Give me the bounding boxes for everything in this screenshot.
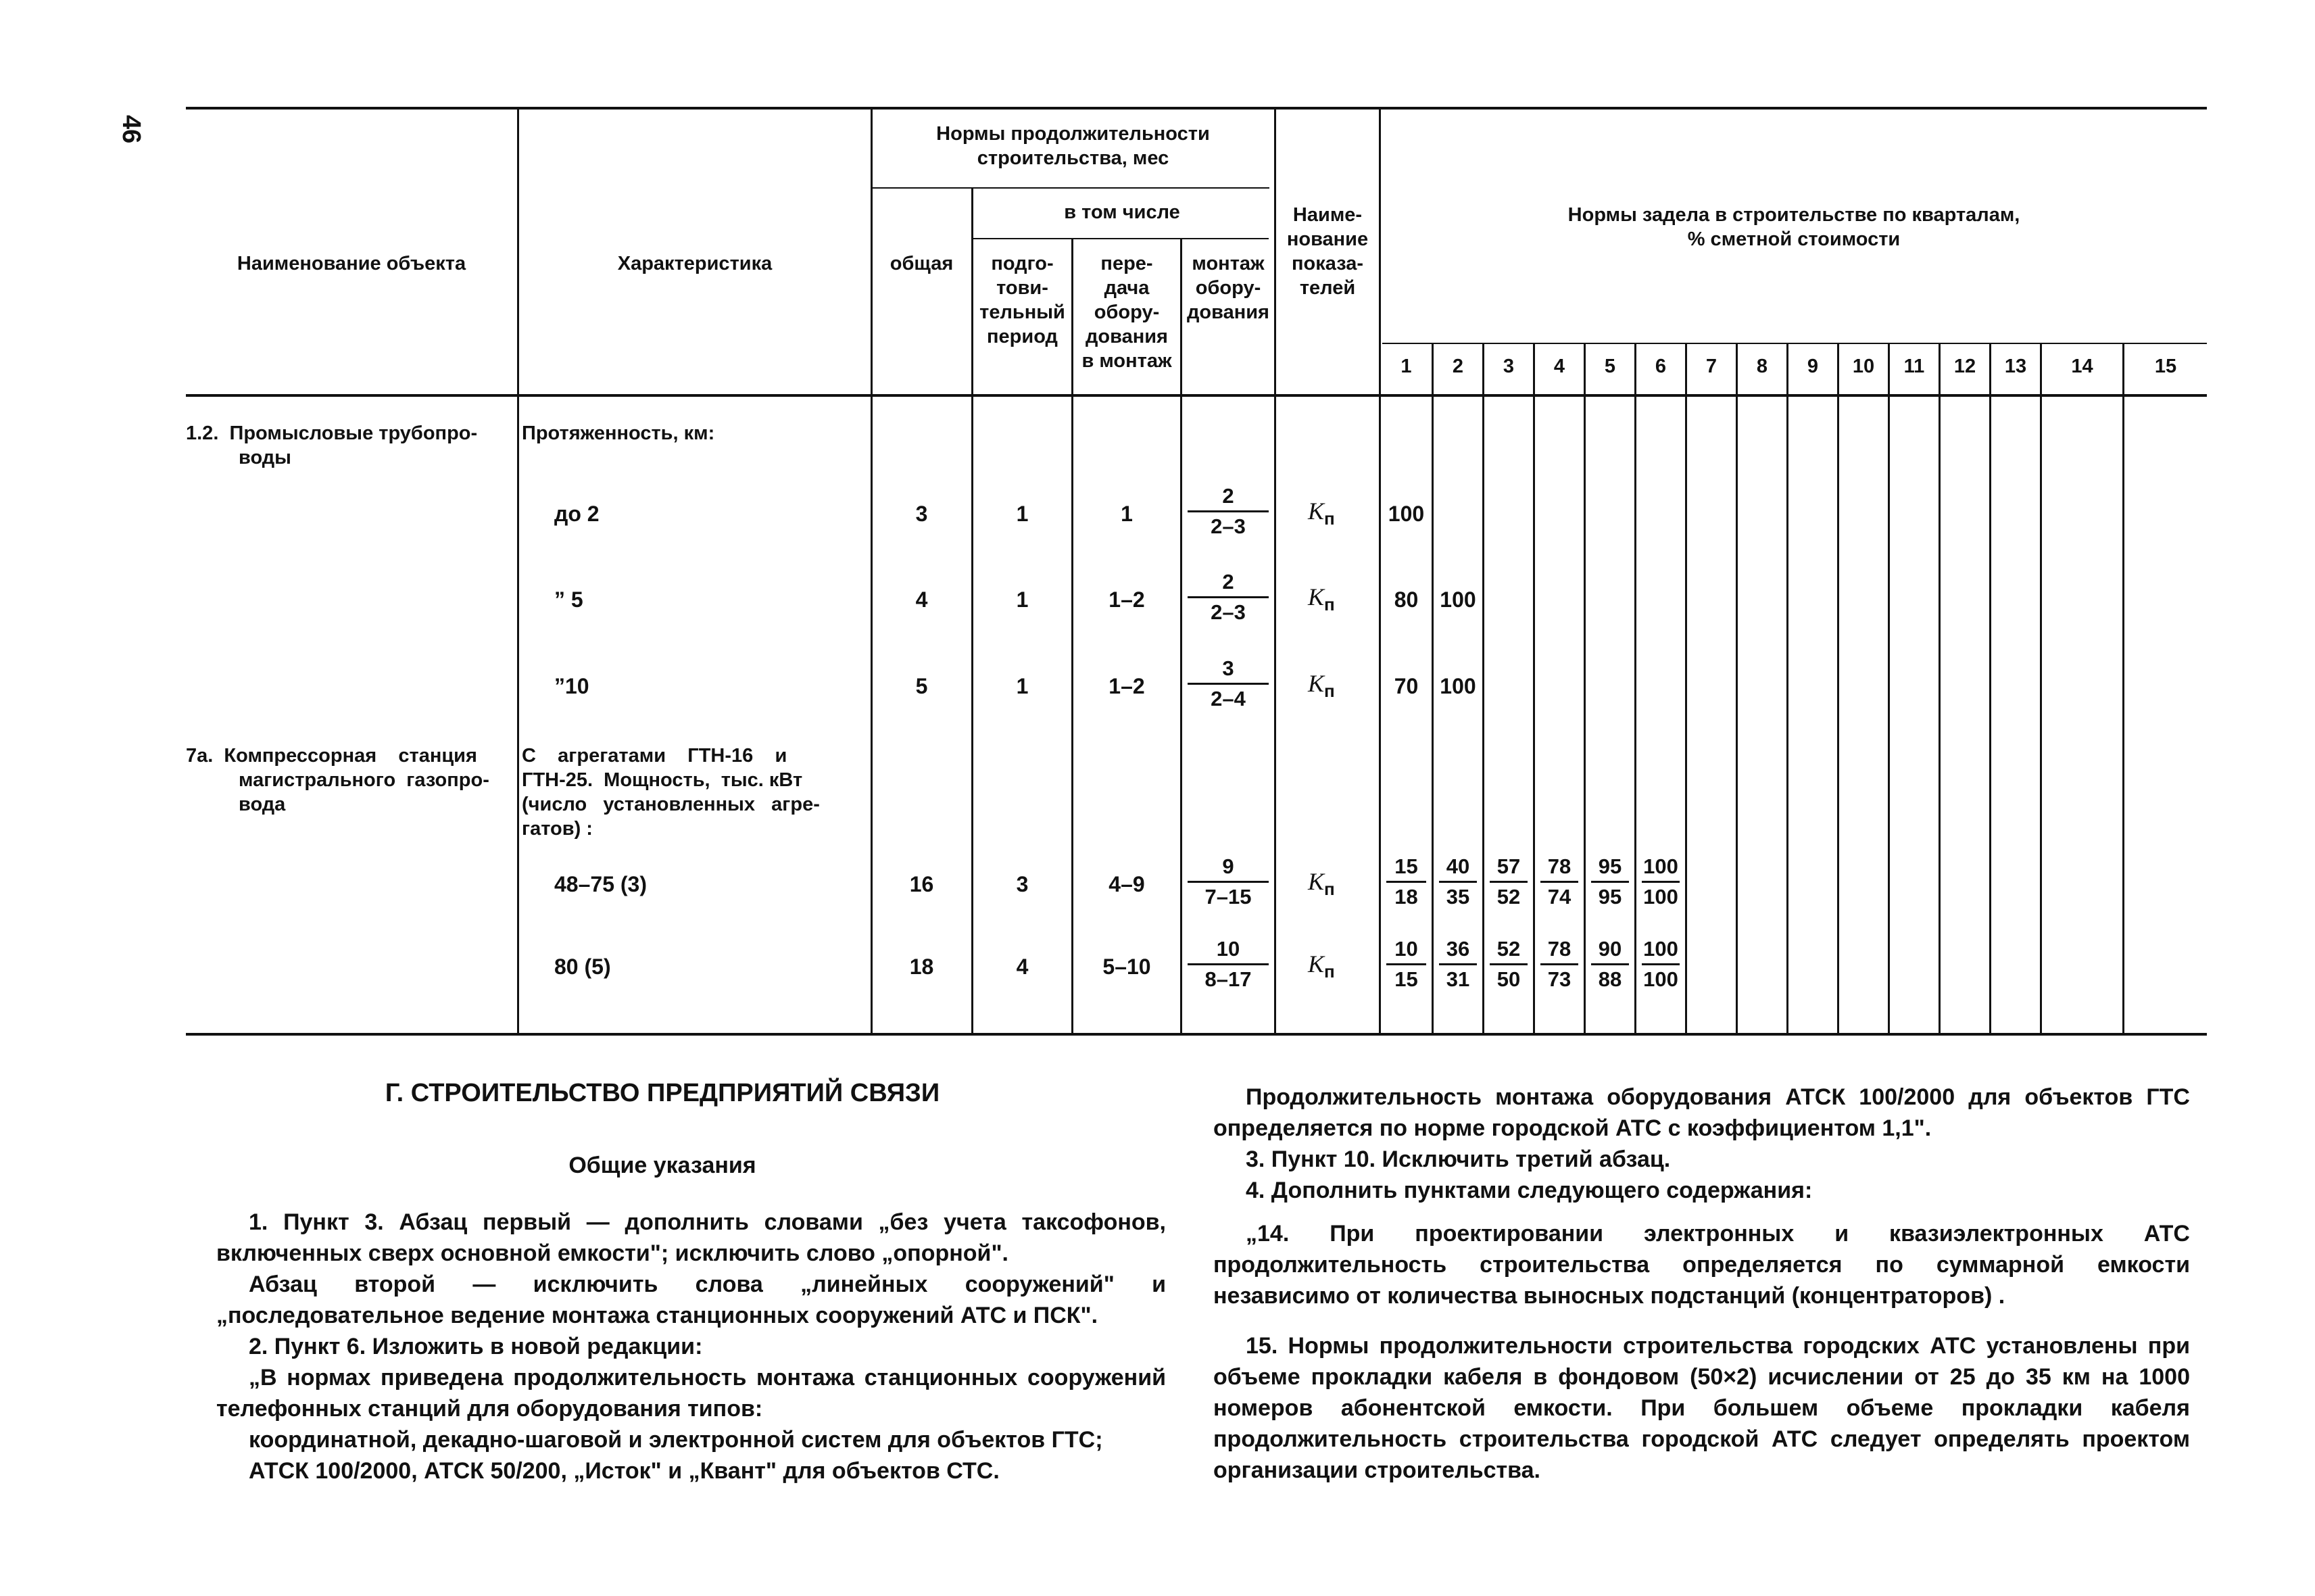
header-indicator-l4: телей <box>1299 277 1356 299</box>
row-e-q4-den: 73 <box>1547 967 1571 991</box>
row-d-q6-den: 100 <box>1643 885 1678 909</box>
fraction-bar <box>1188 510 1269 512</box>
row-e-total: 18 <box>909 954 934 979</box>
header-prep-l2: тови- <box>996 277 1048 299</box>
row-a-q1: 100 <box>1388 502 1425 526</box>
k-subscript: п <box>1324 594 1335 615</box>
quarter-13: 13 <box>2004 356 2027 377</box>
header-indicator-l2: нование <box>1286 228 1369 250</box>
fraction-bar <box>1490 881 1528 883</box>
fraction-bar <box>1490 963 1528 965</box>
header-prep-l3: тельный <box>979 301 1065 323</box>
row-b-q1: 80 <box>1394 587 1419 612</box>
header-indicator-l1: Наиме- <box>1292 204 1363 226</box>
fraction-bar <box>1439 963 1477 965</box>
header-backlog-l1: Нормы задела в строительстве по кварталам, <box>1567 204 2020 226</box>
row-d-indicator <box>1308 867 1335 900</box>
row-b-transfer: 1–2 <box>1108 587 1145 612</box>
header-total: общая <box>890 253 954 274</box>
quarter-5: 5 <box>1604 356 1616 377</box>
quarter-14: 14 <box>2071 356 2093 377</box>
row-e-q3 <box>1484 936 1533 992</box>
row-a-indicator <box>1308 497 1335 529</box>
row-c-install-num: 3 <box>1222 656 1234 680</box>
section-title: Г. СТРОИТЕЛЬСТВО ПРЕДПРИЯТИЙ СВЯЗИ <box>385 1079 940 1107</box>
header-name: Наименование объекта <box>237 253 466 274</box>
fraction-bar <box>1386 881 1426 883</box>
row-e-q5 <box>1586 936 1634 992</box>
row-d-total: 16 <box>909 872 934 896</box>
row-d-q1 <box>1381 854 1432 910</box>
row-a-char: до 2 <box>554 502 600 526</box>
row-e-q2-den: 31 <box>1446 967 1470 991</box>
row-7a-name-l1: 7а. Компрессорная станция <box>186 745 477 767</box>
row-e-install-den: 8–17 <box>1204 967 1252 991</box>
para-r4: „14. При проектировании электронных и квазиэлектронных АТС продолжительность строительства определяется по суммарной емкости независимо от количества выносных подстанций (концентраторов) . <box>1213 1221 2190 1309</box>
header-prep-l4: период <box>987 326 1058 347</box>
quarter-3: 3 <box>1503 356 1515 377</box>
fraction-bar <box>1591 963 1629 965</box>
row-d-q1-den: 18 <box>1394 885 1418 909</box>
header-transfer-l4: дования <box>1086 326 1168 347</box>
para-r2: 3. Пункт 10. Исключить третий абзац. <box>1246 1146 1671 1172</box>
row-a-prep: 1 <box>1016 502 1029 526</box>
row-e-q6-num: 100 <box>1643 937 1678 961</box>
row-e-install <box>1182 936 1274 992</box>
fraction-bar <box>1188 596 1269 598</box>
header-prep-l1: подго- <box>991 253 1054 274</box>
fraction-bar <box>1642 881 1680 883</box>
row-c-install <box>1182 656 1274 712</box>
k-subscript: п <box>1324 681 1335 702</box>
row-d-q1-num: 15 <box>1394 854 1418 878</box>
header-indicator-l3: показа- <box>1291 253 1364 274</box>
row-1-2-name-l2: воды <box>239 447 291 468</box>
fraction-bar <box>1386 963 1426 965</box>
para-r3: 4. Дополнить пунктами следующего содержания: <box>1246 1178 1813 1203</box>
row-c-prep: 1 <box>1016 674 1029 698</box>
k-symbol: K <box>1308 868 1325 895</box>
row-d-install-den: 7–15 <box>1204 885 1252 909</box>
row-d-q6-num: 100 <box>1643 854 1678 878</box>
row-a-total: 3 <box>915 502 928 526</box>
para-l4: „В нормах приведена продолжительность монтажа станционных сооружений телефонных станций для оборудования типов: <box>216 1365 1166 1422</box>
row-e-q1-num: 10 <box>1394 937 1418 961</box>
header-backlog <box>1381 203 2207 251</box>
row-a-transfer: 1 <box>1121 502 1133 526</box>
para-r1: Продолжительность монтажа оборудования АТСК 100/2000 для объектов ГТС определяется по норме городской АТС с коэффициентом 1,1". <box>1213 1084 2190 1141</box>
para-l2: Абзац второй — исключить слова „линейных сооружений" и „последовательное ведение монтажа станционных сооружений АТС и ПСК". <box>216 1272 1166 1328</box>
quarter-1: 1 <box>1400 356 1412 377</box>
row-1-2-char: Протяженность, км: <box>522 422 715 444</box>
row-c-total: 5 <box>915 674 928 698</box>
quarter-8: 8 <box>1756 356 1768 377</box>
row-b-install-den: 2–3 <box>1211 600 1246 624</box>
header-including: в том числе <box>1064 201 1180 223</box>
row-b-char: ” 5 <box>554 587 583 612</box>
row-e-q3-den: 50 <box>1496 967 1521 991</box>
row-d-q6 <box>1636 854 1685 910</box>
k-subscript: п <box>1324 508 1335 529</box>
row-e-prep: 4 <box>1016 954 1029 979</box>
row-7a-char <box>522 744 867 841</box>
k-subscript: п <box>1324 961 1335 982</box>
quarter-11: 11 <box>1903 356 1925 377</box>
header-backlog-l2: % сметной стоимости <box>1687 228 1901 250</box>
row-1-2-name <box>186 421 514 470</box>
row-d-q4-num: 78 <box>1547 854 1571 878</box>
header-transfer <box>1073 251 1180 373</box>
k-symbol: K <box>1308 498 1325 525</box>
row-7a-char-l1: С агрегатами ГТН-16 и <box>522 745 787 767</box>
row-c-transfer: 1–2 <box>1108 674 1145 698</box>
row-e-q6 <box>1636 936 1685 992</box>
row-e-char: 80 (5) <box>554 954 611 979</box>
row-d-install-num: 9 <box>1222 854 1234 878</box>
k-symbol: K <box>1308 670 1325 697</box>
row-d-q3-num: 57 <box>1496 854 1521 878</box>
row-d-char: 48–75 (3) <box>554 872 647 896</box>
row-e-q5-den: 88 <box>1598 967 1622 991</box>
row-7a-name-l3: вода <box>239 794 286 815</box>
right-column-text <box>1213 1082 2190 1486</box>
k-subscript: п <box>1324 879 1335 900</box>
row-e-q4 <box>1535 936 1584 992</box>
row-a-install-den: 2–3 <box>1211 514 1246 538</box>
quarter-12: 12 <box>1953 356 1976 377</box>
row-1-2-name-l1: 1.2. Промысловые трубопро- <box>186 422 478 444</box>
row-7a-char-l3: (число установленных агре- <box>522 794 820 815</box>
row-e-install-num: 10 <box>1216 937 1240 961</box>
row-c-char: ”10 <box>554 674 589 698</box>
para-r5: 15. Нормы продолжительности строительства городских АТС установлены при объеме прокладки кабеля в фондовом (50×2) исчислении от 25 до 35 км на 1000 номеров абонентской емкости. При большем объеме прокладки кабеля продолжительность строительства городской АТС следует определять проектом организации строительства. <box>1213 1333 2190 1483</box>
row-b-total: 4 <box>915 587 928 612</box>
header-duration-line2: строительства, мес <box>977 147 1169 169</box>
row-c-indicator <box>1308 669 1335 702</box>
header-characteristic: Характеристика <box>617 253 773 274</box>
quarter-4: 4 <box>1553 356 1565 377</box>
k-symbol: K <box>1308 583 1325 610</box>
fraction-bar <box>1439 881 1477 883</box>
k-symbol: K <box>1308 950 1325 977</box>
left-column-text <box>216 1207 1166 1486</box>
row-d-q2-den: 35 <box>1446 885 1470 909</box>
quarter-6: 6 <box>1655 356 1667 377</box>
header-install-l3: дования <box>1187 301 1269 323</box>
header-install <box>1182 251 1274 324</box>
row-e-q2-num: 36 <box>1446 937 1470 961</box>
header-transfer-l3: обору- <box>1094 301 1160 323</box>
row-d-q3 <box>1484 854 1533 910</box>
row-e-indicator <box>1308 950 1335 982</box>
header-prep <box>973 251 1071 349</box>
fraction-bar <box>1188 683 1269 685</box>
row-7a-char-l2: ГТН-25. Мощность, тыс. кВт <box>522 769 803 791</box>
row-e-q2 <box>1434 936 1482 992</box>
row-b-q2: 100 <box>1440 587 1476 612</box>
row-d-q5-num: 95 <box>1598 854 1622 878</box>
row-d-install <box>1182 854 1274 910</box>
header-indicator <box>1276 203 1379 300</box>
row-d-prep: 3 <box>1016 872 1029 896</box>
row-d-q5 <box>1586 854 1634 910</box>
row-d-q2-num: 40 <box>1446 854 1470 878</box>
header-transfer-l1: пере- <box>1100 253 1153 274</box>
row-c-install-den: 2–4 <box>1211 687 1246 710</box>
row-b-indicator <box>1308 583 1335 615</box>
quarter-15: 15 <box>2154 356 2177 377</box>
row-7a-name-l2: магистрального газопро- <box>239 769 489 791</box>
header-install-l2: обору- <box>1195 277 1261 299</box>
row-a-install-num: 2 <box>1222 484 1234 508</box>
row-a-install <box>1182 483 1274 539</box>
general-instructions-heading: Общие указания <box>568 1153 756 1178</box>
row-e-q1-den: 15 <box>1394 967 1418 991</box>
para-l5: координатной, декадно-шаговой и электронной систем для объектов ГТС; <box>249 1427 1103 1453</box>
para-l3: 2. Пункт 6. Изложить в новой редакции: <box>249 1334 703 1359</box>
row-b-install <box>1182 569 1274 625</box>
page-number: 46 <box>117 115 145 144</box>
fraction-bar <box>1642 963 1680 965</box>
header-duration-line1: Нормы продолжительности <box>936 123 1210 145</box>
quarter-2: 2 <box>1452 356 1464 377</box>
para-l6: АТСК 100/2000, АТСК 50/200, „Исток" и „Квант" для объектов СТС. <box>249 1458 1000 1484</box>
row-c-q1: 70 <box>1394 674 1419 698</box>
row-7a-name <box>186 744 514 817</box>
quarter-7: 7 <box>1705 356 1717 377</box>
row-e-q3-num: 52 <box>1496 937 1521 961</box>
para-l1: 1. Пункт 3. Абзац первый — дополнить словами „без учета таксофонов, включенных сверх основной емкости"; исключить слово „опорной". <box>216 1209 1166 1266</box>
row-b-install-num: 2 <box>1222 570 1234 594</box>
header-transfer-l5: в монтаж <box>1081 350 1172 372</box>
row-c-q2: 100 <box>1440 674 1476 698</box>
row-e-q5-num: 90 <box>1598 937 1622 961</box>
row-7a-char-l4: гатов) : <box>522 818 593 840</box>
row-e-transfer: 5–10 <box>1102 954 1151 979</box>
fraction-bar <box>1591 881 1629 883</box>
header-install-l1: монтаж <box>1192 253 1265 274</box>
row-d-transfer: 4–9 <box>1108 872 1145 896</box>
row-d-q4-den: 74 <box>1547 885 1571 909</box>
row-e-q4-num: 78 <box>1547 937 1571 961</box>
fraction-bar <box>1540 881 1578 883</box>
fraction-bar <box>1188 963 1269 965</box>
header-transfer-l2: дача <box>1104 277 1150 299</box>
row-d-q5-den: 95 <box>1598 885 1622 909</box>
row-d-q2 <box>1434 854 1482 910</box>
row-b-prep: 1 <box>1016 587 1029 612</box>
row-e-q6-den: 100 <box>1643 967 1678 991</box>
fraction-bar <box>1540 963 1578 965</box>
quarter-10: 10 <box>1852 356 1875 377</box>
header-duration-norms <box>872 122 1274 170</box>
quarter-9: 9 <box>1807 356 1819 377</box>
row-d-q3-den: 52 <box>1496 885 1521 909</box>
row-d-q4 <box>1535 854 1584 910</box>
fraction-bar <box>1188 881 1269 883</box>
row-e-q1 <box>1381 936 1432 992</box>
